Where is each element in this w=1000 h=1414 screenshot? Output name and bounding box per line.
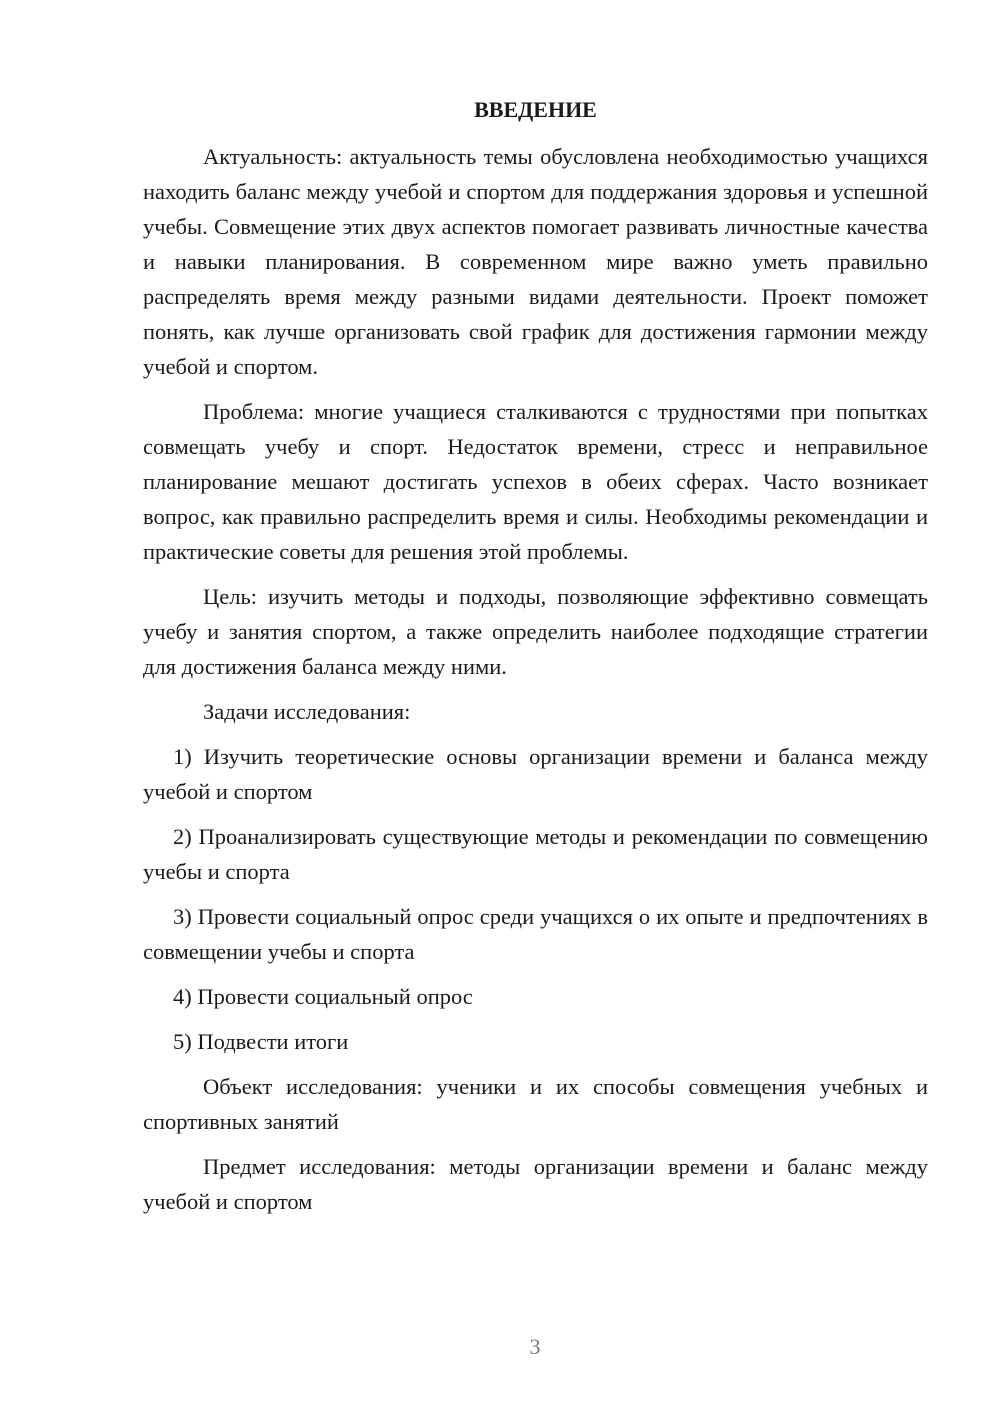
object-paragraph: Объект исследования: ученики и их способы совмещения учебных и спортивных занятий (143, 1074, 928, 1134)
task-item-3: 3) Провести социальный опрос среди учащихся о их опыте и предпочтениях в совмещении учебы и спорта (143, 904, 928, 964)
task-item-1: 1) Изучить теоретические основы организации времени и баланса между учебой и спортом (143, 744, 928, 804)
task-item-5: 5) Подвести итоги (173, 1029, 349, 1054)
tasks-heading: Задачи исследования: (203, 699, 411, 724)
relevance-paragraph: Актуальность: актуальность темы обусловлена необходимостью учащихся находить баланс между учебой и спортом для поддержания здоровья и успешной учебы. Совмещение этих двух аспектов помогает развивать личностные качества и навыки планирования. В современном мире важно уметь правильно распределять время между разными видами деятельности. Проект поможет понять, как лучше организовать свой график для достижения гармонии между учебой и спортом. (143, 144, 928, 379)
problem-paragraph: Проблема: многие учащиеся сталкиваются с трудностями при попытках совмещать учебу и спорт. Недостаток времени, стресс и неправильное планирование мешают достигать успехов в обеих сферах. Часто возникает вопрос, как правильно распределить время и силы. Необходимы рекомендации и практические советы для решения этой проблемы. (143, 399, 928, 564)
subject-paragraph: Предмет исследования: методы организации времени и баланс между учебой и спортом (143, 1154, 928, 1214)
task-item-4: 4) Провести социальный опрос (173, 984, 473, 1009)
page-number: 3 (529, 1334, 541, 1359)
page-title: ВВЕДЕНИЕ (474, 97, 597, 122)
task-item-2: 2) Проанализировать существующие методы и рекомендации по совмещению учебы и спорта (143, 824, 928, 884)
goal-paragraph: Цель: изучить методы и подходы, позволяющие эффективно совмещать учебу и занятия спортом, а также определить наиболее подходящие стратегии для достижения баланса между ними. (143, 584, 928, 679)
document-body (143, 95, 928, 1229)
